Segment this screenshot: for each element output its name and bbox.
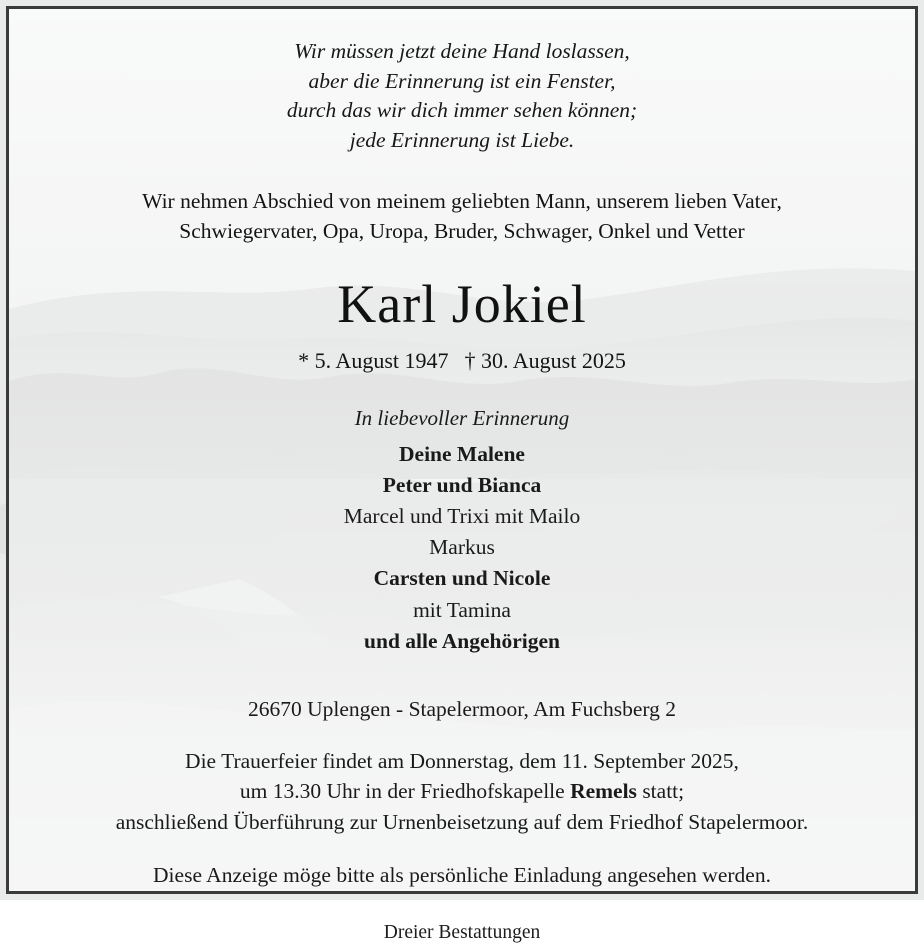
poem-line-1: Wir müssen jetzt deine Hand loslassen, (294, 39, 630, 63)
ceremony-line-3: anschließend Überführung zur Urnenbeisetzung auf dem Friedhof Stapelermoor. (115, 809, 809, 834)
ceremony-line-2-suffix: statt; (636, 779, 685, 804)
introduction-text (142, 186, 782, 247)
ceremony-details (116, 746, 809, 838)
ceremony-line-2-prefix: um 13.30 Uhr in der Friedhofskapelle (239, 779, 571, 804)
list-item: Carsten und Nicole (373, 566, 551, 591)
life-dates (298, 348, 626, 374)
list-item: Marcel und Trixi mit Mailo (343, 504, 581, 528)
funeral-home-name: Dreier Bestattungen (383, 922, 541, 944)
list-item: und alle Angehörigen (364, 628, 560, 653)
poem-line-2: aber die Erinnerung ist ein Fenster, (308, 68, 616, 93)
poem-line-4: jede Erinnerung ist Liebe. (349, 127, 575, 152)
intro-line-1: Wir nehmen Abschied von meinem geliebten Mann, unserem lieben Vater, (142, 188, 782, 213)
poem-verse (287, 37, 637, 156)
intro-line-2: Schwiegervater, Opa, Uropa, Bruder, Schwager, Onkel und Vetter (179, 219, 745, 244)
list-item: Markus (429, 535, 495, 560)
birth-date: * 5. August 1947 (298, 347, 449, 373)
list-item: Peter und Bianca (382, 472, 542, 497)
memory-line: In liebevoller Erinnerung (354, 405, 570, 430)
ceremony-line-2 (116, 776, 809, 807)
poem-line-3: durch das wir dich immer sehen können; (286, 98, 638, 123)
list-item: Deine Malene (399, 441, 525, 466)
ceremony-chapel-name: Remels (570, 779, 637, 804)
list-item: mit Tamina (413, 597, 511, 622)
address-line: 26670 Uplengen - Stapelermoor, Am Fuchsberg 2 (247, 696, 677, 721)
death-date: † 30. August 2025 (464, 347, 626, 373)
ceremony-line-1: Die Trauerfeier findet am Donnerstag, dem 11. September 2025, (185, 748, 739, 773)
invitation-notice: Diese Anzeige möge bitte als persönliche Einladung angesehen werden. (153, 863, 771, 888)
family-list (344, 439, 581, 657)
deceased-name: Karl Jokiel (337, 273, 587, 334)
